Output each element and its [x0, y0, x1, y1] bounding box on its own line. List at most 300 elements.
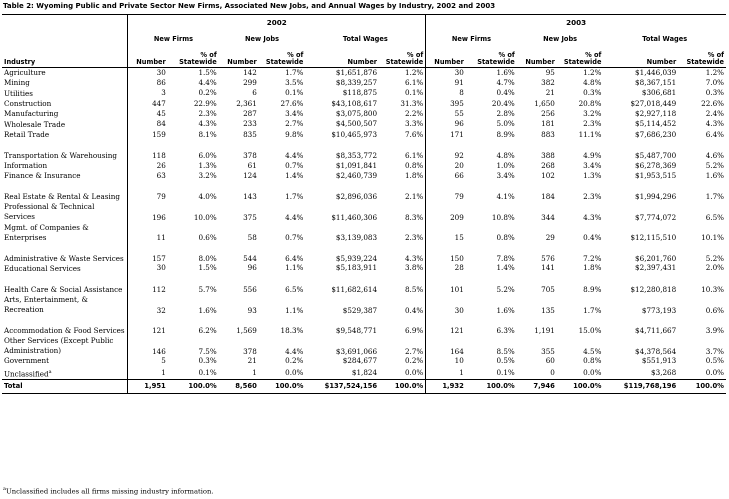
value-cell: 395: [450, 98, 464, 108]
value-cell: 4.8%: [496, 151, 515, 161]
value-cell: $7,774,072: [635, 212, 677, 222]
value-cell: 6: [252, 88, 257, 98]
value-cell: $118,875: [342, 88, 378, 98]
total-value-cell: 100.0%: [168, 380, 219, 394]
value-cell: 556: [243, 284, 257, 294]
value-cell: 4.8%: [583, 78, 602, 88]
value-cell: 143: [243, 192, 257, 202]
value-cell: 1.1%: [285, 263, 304, 273]
value-cell: $1,824: [351, 367, 378, 377]
value-cell: 1.6%: [705, 170, 724, 180]
industry-cell: Arts, Entertainment, & Recreation: [2, 295, 128, 316]
industry-cell: Educational Services: [2, 264, 128, 274]
value-cell: 146: [152, 346, 166, 356]
value-cell: 157: [152, 254, 166, 264]
industry-cell: Finance & Insurance: [2, 171, 128, 181]
data-table-container: [2, 14, 726, 394]
value-cell: 124: [243, 170, 257, 180]
value-cell: 0.8%: [496, 233, 515, 243]
value-cell: 45: [156, 109, 166, 119]
value-cell: 11: [156, 233, 166, 243]
year-header-row: [2, 15, 726, 32]
value-cell: 5.2%: [705, 254, 724, 264]
group-header-new-jobs: New Jobs: [543, 35, 578, 44]
industry-cell: Agriculture: [2, 68, 128, 79]
value-cell: 4.1%: [496, 192, 515, 202]
value-cell: 6.5%: [285, 284, 304, 294]
value-cell: 0.4%: [583, 233, 602, 243]
value-cell: 3: [161, 88, 166, 98]
value-cell: 112: [152, 284, 166, 294]
value-cell: 256: [541, 109, 555, 119]
value-cell: 4.0%: [198, 192, 217, 202]
value-cell: 4.4%: [285, 151, 304, 161]
table-row: [2, 295, 726, 316]
value-cell: 32: [156, 305, 166, 315]
value-cell: 0.0%: [705, 367, 724, 377]
value-cell: 1.0%: [496, 160, 515, 170]
value-cell: $9,548,771: [335, 326, 378, 336]
group-header-new-jobs: New Jobs: [245, 35, 280, 44]
value-cell: 79: [156, 192, 166, 202]
value-cell: 0: [550, 367, 555, 377]
value-cell: 4.3%: [198, 119, 217, 129]
value-cell: $4,711,667: [635, 326, 677, 336]
value-cell: $2,927,118: [635, 109, 677, 119]
value-cell: 1.7%: [285, 67, 304, 77]
column-header-row: [2, 49, 726, 68]
value-cell: 10.8%: [491, 212, 515, 222]
value-cell: 382: [541, 78, 555, 88]
value-cell: 22.9%: [193, 98, 217, 108]
value-cell: 91: [454, 78, 464, 88]
value-cell: $3,075,800: [335, 109, 378, 119]
value-cell: 0.4%: [379, 295, 426, 316]
table-row: [2, 274, 726, 295]
value-cell: 2.3%: [583, 192, 602, 202]
value-cell: 2.0%: [705, 263, 724, 273]
value-cell: 233: [243, 119, 257, 129]
value-cell: 6.9%: [379, 315, 426, 336]
value-cell: 6.1%: [379, 78, 426, 88]
table-row: [2, 181, 726, 202]
value-cell: 4.6%: [705, 151, 724, 161]
value-cell: 268: [541, 160, 555, 170]
value-cell: 5: [161, 356, 166, 366]
value-cell: 1.6%: [496, 67, 515, 77]
industry-cell: Mining: [2, 78, 128, 88]
value-cell: 10.3%: [701, 284, 724, 294]
table-row: [2, 130, 726, 140]
value-cell: 2.2%: [379, 109, 426, 119]
value-cell: 10.0%: [193, 212, 217, 222]
industry-cell: Wholesale Trade: [2, 119, 128, 129]
value-cell: $11,460,306: [331, 212, 378, 222]
value-cell: 1: [161, 367, 166, 377]
group-header-total-wages: Total Wages: [305, 31, 425, 49]
value-cell: 2.7%: [285, 119, 304, 129]
industry-cell: Accommodation & Food Services: [2, 315, 128, 336]
value-cell: 0.7%: [285, 160, 304, 170]
value-cell: 388: [541, 151, 555, 161]
table-row: [2, 243, 726, 264]
value-cell: 1.3%: [198, 160, 217, 170]
value-cell: $5,939,224: [335, 254, 378, 264]
value-cell: 1.5%: [198, 67, 217, 77]
value-cell: 0.1%: [198, 367, 217, 377]
value-cell: 0.2%: [198, 88, 217, 98]
industry-cell: Mgmt. of Companies & Enterprises: [2, 222, 128, 243]
value-cell: 84: [156, 119, 166, 129]
value-cell: 0.5%: [705, 356, 724, 366]
industry-cell: Retail Trade: [2, 130, 128, 140]
value-cell: 2.8%: [496, 109, 515, 119]
industry-cell: Government: [2, 356, 128, 366]
value-cell: $5,183,911: [335, 263, 378, 273]
value-cell: 6.4%: [705, 129, 724, 139]
value-cell: 1.4%: [285, 170, 304, 180]
footnote: [3, 486, 214, 495]
value-cell: 0.6%: [198, 233, 217, 243]
value-cell: 102: [541, 170, 555, 180]
industry-cell: Health Care & Social Assistance: [2, 274, 128, 295]
value-cell: $43,108,617: [331, 98, 378, 108]
value-cell: 2.1%: [379, 181, 426, 202]
value-cell: 1.6%: [198, 305, 217, 315]
value-cell: 2.7%: [379, 336, 426, 357]
total-label: Total: [2, 380, 128, 394]
value-cell: 7.8%: [496, 254, 515, 264]
year-header-2002: 2002: [128, 15, 426, 32]
total-value-cell: 100.0%: [259, 380, 306, 394]
value-cell: $8,367,151: [635, 78, 677, 88]
value-cell: 8: [459, 88, 464, 98]
value-cell: 66: [454, 170, 464, 180]
value-cell: $6,278,369: [635, 160, 677, 170]
value-cell: 7.6%: [379, 130, 426, 140]
table-row: [2, 68, 726, 79]
value-cell: 7.2%: [583, 254, 602, 264]
value-cell: 61: [247, 160, 257, 170]
table-row: [2, 264, 726, 274]
value-cell: 1.2%: [705, 67, 724, 77]
value-cell: $5,487,700: [635, 151, 677, 161]
value-cell: 2.3%: [379, 222, 426, 243]
value-cell: $1,953,515: [635, 170, 677, 180]
value-cell: 55: [454, 109, 464, 119]
value-cell: $10,465,973: [331, 129, 378, 139]
value-cell: 1.1%: [285, 305, 304, 315]
value-cell: $11,682,614: [331, 284, 378, 294]
industry-cell: Transportation & Warehousing: [2, 140, 128, 161]
value-cell: 7.5%: [198, 346, 217, 356]
group-header-new-firms: New Firms: [153, 35, 194, 44]
value-cell: 1: [459, 367, 464, 377]
value-cell: 6.4%: [285, 254, 304, 264]
value-cell: 7.0%: [705, 78, 724, 88]
value-cell: 1.4%: [496, 263, 515, 273]
value-cell: 121: [450, 326, 464, 336]
value-cell: 3.7%: [705, 346, 724, 356]
value-cell: $306,681: [641, 88, 677, 98]
column-header-industry: Industry: [2, 49, 128, 68]
value-cell: 20.8%: [578, 98, 602, 108]
value-cell: 1.7%: [705, 192, 724, 202]
value-cell: $3,139,083: [335, 233, 378, 243]
column-header-pct-statewide: % of Statewide: [466, 49, 517, 68]
value-cell: 4.3%: [705, 119, 724, 129]
value-cell: 121: [152, 326, 166, 336]
value-cell: 0.5%: [496, 356, 515, 366]
column-header-number: Number: [305, 49, 379, 68]
value-cell: 86: [156, 78, 166, 88]
value-cell: 20.4%: [491, 98, 515, 108]
value-cell: 15.0%: [578, 326, 602, 336]
value-cell: 58: [247, 233, 257, 243]
value-cell: 164: [450, 346, 464, 356]
value-cell: 355: [541, 346, 555, 356]
value-cell: 1.3%: [583, 170, 602, 180]
value-cell: 3.4%: [496, 170, 515, 180]
table-row: [2, 109, 726, 119]
value-cell: 0.2%: [285, 356, 304, 366]
value-cell: 184: [541, 192, 555, 202]
value-cell: 0.1%: [496, 367, 515, 377]
year-header-2003: 2003: [426, 15, 726, 32]
value-cell: 95: [545, 67, 555, 77]
value-cell: 209: [450, 212, 464, 222]
value-cell: 8.5%: [379, 274, 426, 295]
table-row: [2, 315, 726, 336]
value-cell: $27,018,449: [630, 98, 677, 108]
footnote-text: Unclassified includes all firms missing industry information.: [5, 487, 214, 496]
value-cell: $773,193: [641, 305, 677, 315]
value-cell: 344: [541, 212, 555, 222]
value-cell: 378: [243, 151, 257, 161]
table-row: [2, 140, 726, 161]
value-cell: 0.3%: [583, 88, 602, 98]
value-cell: 8.1%: [198, 129, 217, 139]
value-cell: 705: [541, 284, 555, 294]
value-cell: 142: [243, 67, 257, 77]
value-cell: 5.2%: [496, 284, 515, 294]
table-row: [2, 171, 726, 181]
value-cell: 1,569: [236, 326, 257, 336]
value-cell: 375: [243, 212, 257, 222]
value-cell: 3.2%: [198, 170, 217, 180]
value-cell: 141: [541, 263, 555, 273]
total-value-cell: 8,560: [219, 380, 259, 394]
value-cell: 8.0%: [198, 254, 217, 264]
value-cell: 6.2%: [198, 326, 217, 336]
value-cell: 0.4%: [496, 88, 515, 98]
value-cell: 196: [152, 212, 166, 222]
value-cell: 22.6%: [701, 98, 724, 108]
total-value-cell: $119,768,196: [603, 380, 678, 394]
value-cell: 0.7%: [285, 233, 304, 243]
value-cell: 0.0%: [285, 367, 304, 377]
value-cell: 1,191: [534, 326, 555, 336]
value-cell: $5,114,452: [635, 119, 677, 129]
value-cell: 159: [152, 129, 166, 139]
value-cell: 3.4%: [285, 109, 304, 119]
value-cell: 93: [247, 305, 257, 315]
table-title: Table 2: Wyoming Public and Private Sector New Firms, Associated New Jobs, and Annual Wages by Industry, 2002 and 2003: [3, 2, 496, 10]
industry-cell: Real Estate & Rental & Leasing: [2, 181, 128, 202]
value-cell: 21: [247, 356, 257, 366]
table-row: [2, 222, 726, 243]
value-cell: $12,280,818: [630, 284, 677, 294]
value-cell: 96: [454, 119, 464, 129]
table-row: [2, 356, 726, 366]
data-table: [2, 14, 726, 394]
total-row: [2, 380, 726, 394]
value-cell: 883: [541, 129, 555, 139]
value-cell: 9.8%: [285, 129, 304, 139]
column-header-number: Number: [219, 49, 259, 68]
value-cell: 3.3%: [379, 119, 426, 129]
value-cell: $1,091,841: [335, 160, 378, 170]
total-value-cell: 7,946: [517, 380, 557, 394]
table-row: [2, 78, 726, 88]
industry-cell: Professional & Technical Services: [2, 202, 128, 223]
value-cell: 101: [450, 284, 464, 294]
value-cell: 2.3%: [583, 119, 602, 129]
value-cell: $2,397,431: [635, 263, 677, 273]
total-value-cell: 100.0%: [678, 380, 726, 394]
value-cell: $8,339,257: [335, 78, 378, 88]
column-header-number: Number: [128, 49, 168, 68]
value-cell: 5.2%: [705, 160, 724, 170]
industry-cell: Construction: [2, 99, 128, 109]
footnote-mark: a: [3, 486, 6, 492]
value-cell: $2,460,739: [335, 170, 378, 180]
value-cell: 92: [454, 151, 464, 161]
value-cell: 2,361: [236, 98, 257, 108]
column-header-number: Number: [426, 49, 466, 68]
value-cell: $3,268: [651, 367, 677, 377]
value-cell: $4,378,564: [635, 346, 677, 356]
value-cell: 447: [152, 98, 166, 108]
value-cell: 29: [545, 233, 555, 243]
value-cell: 0.0%: [379, 367, 426, 380]
value-cell: 1.2%: [583, 67, 602, 77]
footnote-ref: a: [48, 368, 52, 375]
industry-cell: Other Services (Except Public Administration): [2, 336, 128, 357]
value-cell: 2.3%: [198, 109, 217, 119]
value-cell: $1,651,876: [335, 67, 378, 77]
value-cell: 0.1%: [379, 89, 426, 99]
table-row: [2, 202, 726, 223]
value-cell: 30: [454, 67, 464, 77]
value-cell: 30: [156, 67, 166, 77]
value-cell: 3.8%: [379, 264, 426, 274]
value-cell: 4.3%: [583, 212, 602, 222]
value-cell: 3.5%: [285, 78, 304, 88]
value-cell: $1,446,039: [635, 67, 677, 77]
value-cell: 4.7%: [496, 78, 515, 88]
value-cell: 20: [454, 160, 464, 170]
value-cell: 0.8%: [583, 356, 602, 366]
value-cell: $6,201,760: [635, 254, 677, 264]
value-cell: 3.2%: [583, 109, 602, 119]
value-cell: 8.5%: [496, 346, 515, 356]
value-cell: 26: [156, 160, 166, 170]
value-cell: 171: [450, 129, 464, 139]
value-cell: $4,500,507: [335, 119, 378, 129]
value-cell: 21: [545, 88, 555, 98]
total-value-cell: 100.0%: [379, 380, 426, 394]
group-header-new-firms: New Firms: [451, 35, 492, 44]
column-header-pct-statewide: % of Statewide: [168, 49, 219, 68]
value-cell: 0.1%: [285, 88, 304, 98]
value-cell: 4.5%: [583, 346, 602, 356]
value-cell: 6.0%: [198, 151, 217, 161]
value-cell: 31.3%: [379, 99, 426, 109]
table-body: [2, 68, 726, 394]
value-cell: 8.3%: [379, 202, 426, 223]
value-cell: 287: [243, 109, 257, 119]
total-value-cell: 100.0%: [557, 380, 604, 394]
value-cell: 576: [541, 254, 555, 264]
value-cell: $12,115,510: [630, 233, 677, 243]
value-cell: 3.4%: [583, 160, 602, 170]
value-cell: 6.1%: [379, 140, 426, 161]
value-cell: 299: [243, 78, 257, 88]
value-cell: 0.3%: [198, 356, 217, 366]
group-header-total-wages: Total Wages: [642, 35, 688, 44]
table-row: [2, 336, 726, 357]
value-cell: 1.7%: [583, 305, 602, 315]
value-cell: 544: [243, 254, 257, 264]
value-cell: 18.3%: [280, 326, 304, 336]
total-value-cell: 1,951: [128, 380, 168, 394]
value-cell: 79: [454, 192, 464, 202]
value-cell: 5.7%: [198, 284, 217, 294]
value-cell: 1,650: [534, 98, 555, 108]
value-cell: $2,896,036: [335, 192, 378, 202]
value-cell: $7,686,230: [635, 129, 677, 139]
column-header-pct-statewide: % of Statewide: [557, 49, 604, 68]
value-cell: 1.6%: [496, 305, 515, 315]
value-cell: 30: [156, 263, 166, 273]
value-cell: 4.3%: [379, 243, 426, 264]
value-cell: 1.7%: [285, 192, 304, 202]
value-cell: 4.9%: [583, 151, 602, 161]
value-cell: 118: [152, 151, 166, 161]
value-cell: $551,913: [641, 356, 677, 366]
value-cell: $8,353,772: [335, 151, 378, 161]
value-cell: 11.1%: [578, 129, 602, 139]
value-cell: 0.2%: [379, 356, 426, 366]
value-cell: 10: [454, 356, 464, 366]
value-cell: 0.8%: [379, 161, 426, 171]
value-cell: $284,677: [342, 356, 378, 366]
value-cell: 6.5%: [705, 212, 724, 222]
value-cell: 27.6%: [280, 98, 304, 108]
industry-cell: Manufacturing: [2, 109, 128, 119]
value-cell: 3.9%: [705, 326, 724, 336]
column-header-pct-statewide: % of Statewide: [379, 49, 426, 68]
value-cell: 5.0%: [496, 119, 515, 129]
value-cell: 2.4%: [705, 109, 724, 119]
table-row: [2, 99, 726, 109]
value-cell: 4.4%: [285, 346, 304, 356]
table-row: [2, 367, 726, 380]
value-cell: 1: [252, 367, 257, 377]
value-cell: 96: [247, 263, 257, 273]
value-cell: 0.6%: [705, 305, 724, 315]
